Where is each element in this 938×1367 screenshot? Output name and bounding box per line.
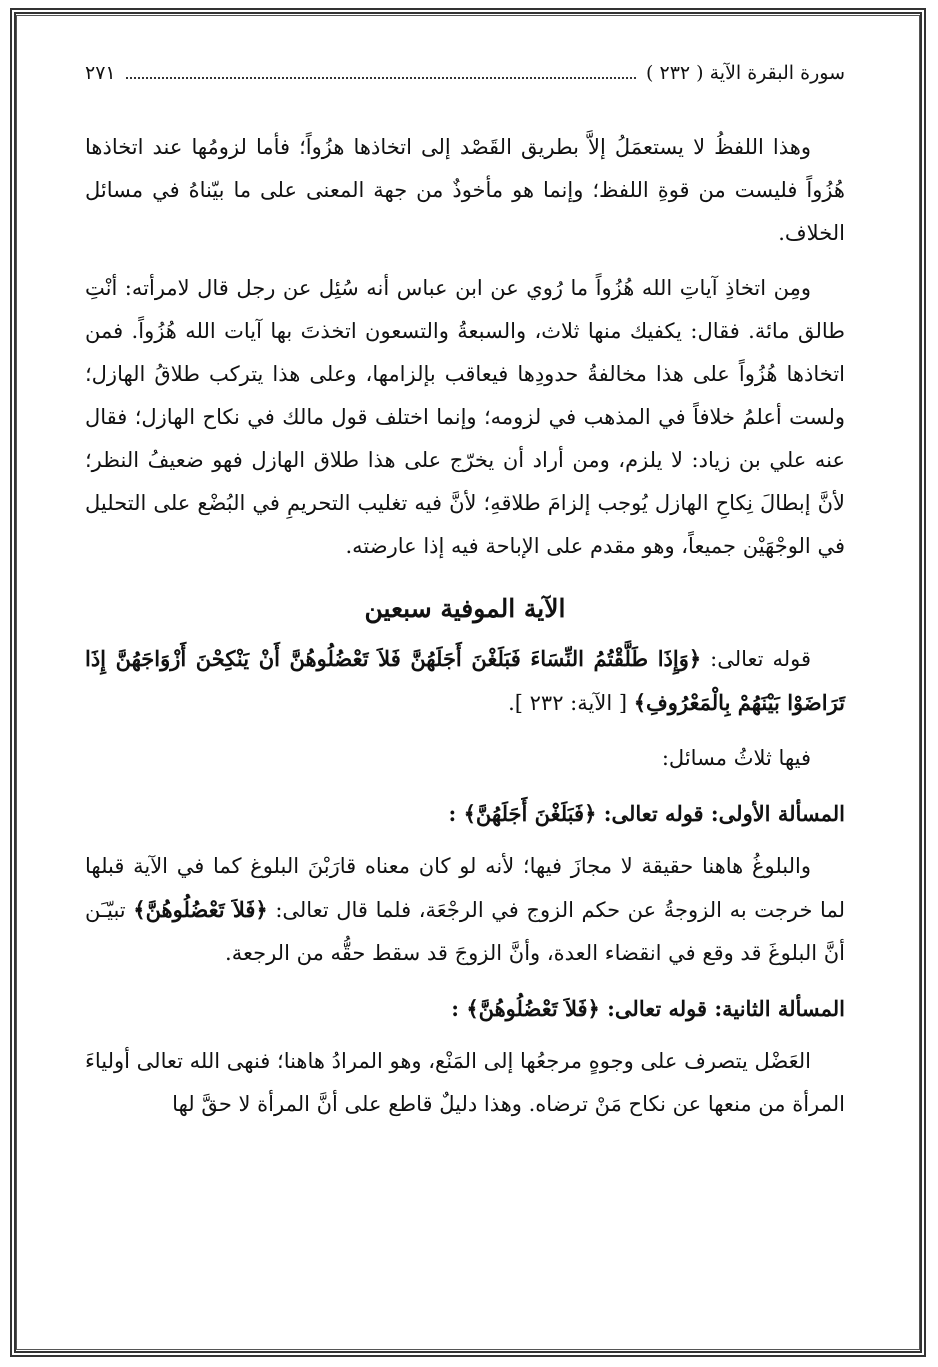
issue-2-title: المسألة الثانية: قوله تعالى: [599,996,845,1021]
issue-2-heading [85,987,845,1030]
issue-1-quote: ﴿فَبَلَغْنَ أَجَلَهُنَّ﴾ [463,801,597,826]
issue-1-body [85,845,845,975]
header-dots [126,65,636,79]
paragraph-2: ومِن اتخاذِ آياتِ الله هُزُواً ما رُوي عن ابن عباس أنه سُئِل عن رجل قال لامرأته: أنْتِ طالق مائة. فقال: يكفيك منها ثلاث، والسبعةُ والتسعون اتخذتَ بها آيات الله هُزُواً. فمن اتخاذها هُزُواً على هذا مخالفةُ حدودِها فيعاقب بإلزامها، وعلى هذا يتركب طلاقُ الهازل؛ ولست أعلمُ خلافاً في المذهب في لزومه؛ وإنما اختلف قول مالك في نكاح الهازل؛ فقال عنه علي بن زياد: لا يلزم، ومن أراد أن يخرّج على هذا طلاق الهازل فهو ضعيفُ النظر؛ لأنَّ إبطالَ نِكاحِ الهازل يُوجب إلزامَ طلاقهِ؛ لأنَّ فيه تغليب التحريمِ في البُضْع على التحليل في الوجْهَيْن جميعاً، وهو مقدم على الإباحة فيه إذا عارضته. [85,276,845,558]
verse-text: ﴿وَإِذَا طَلَّقْتُمُ النِّسَاءَ فَبَلَغْنَ أَجَلَهُنَّ فَلاَ تَعْضُلُوهُنَّ أَنْ يَنْكِحْنَ أَزْوَاجَهُنَّ إِذَا تَرَاضَوْا بَيْنَهُمْ بِالْمَعْرُوفِ﴾ [85,646,845,715]
issue-1-title: المسألة الأولى: قوله تعالى: [596,801,845,826]
issues-intro: فيها ثلاثُ مسائل: [661,746,811,770]
surah-title: سورة البقرة الآية ( ٢٣٢ ) [646,62,845,84]
verse-paragraph [85,637,845,725]
issue-1-colon: : [448,801,457,826]
issue-2-colon: : [451,996,459,1021]
issue-1-text-b: تبيّـَن أنَّ البلوغَ قد وقع في انقضاء العدة، وأنَّ الزوجَ قد سقط حقُّه من الرجعة. [85,898,845,965]
paragraph-1: وهذا اللفظُ لا يستعمَلُ إلاَّ بطريق القَصْد إلى اتخاذها هزُواً؛ فأما لزومُها عند اتخاذها هُزُواً فليست من قوةِ اللفظ؛ وإنما هو مأخوذٌ من جهة المعنى على ما بيّناهُ في مسائل الخلاف. [85,135,845,245]
running-header [85,62,845,84]
issue-2-quote: ﴿فَلاَ تَعْضُلُوهُنَّ﴾ [466,996,600,1021]
issue-1-text-a: والبلوغُ هاهنا حقيقة لا مجازَ فيها؛ لأنه لو كان معناه قارَبْنَ البلوغ كما في الآية قبلها لما خرجت به الزوجةُ عن حكم الزوج في الرجْعَة، فلما قال تعالى: [85,854,845,922]
issue-1-text-quote: ﴿فَلاَ تَعْضُلُوهُنَّ﴾ [133,897,268,922]
book-page [85,62,845,1312]
verse-reference: [ الآية: ٢٣٢ ]. [508,691,634,715]
issue-2-body: العَضْل يتصرف على وجوهٍ مرجعُها إلى المَنْع، وهو المرادُ هاهنا؛ فنهى الله تعالى أولياءَ المرأة من منعها عن نكاح مَنْ ترضاه. وهذا دليلٌ قاطع على أنَّ المرأة لا حقَّ لها [85,1049,845,1116]
issue-1-heading [85,792,845,835]
section-heading: الآية الموفية سبعين [364,594,566,623]
page-number: ٢٧١ [85,62,116,84]
verse-intro: قوله تعالى: [701,647,811,671]
